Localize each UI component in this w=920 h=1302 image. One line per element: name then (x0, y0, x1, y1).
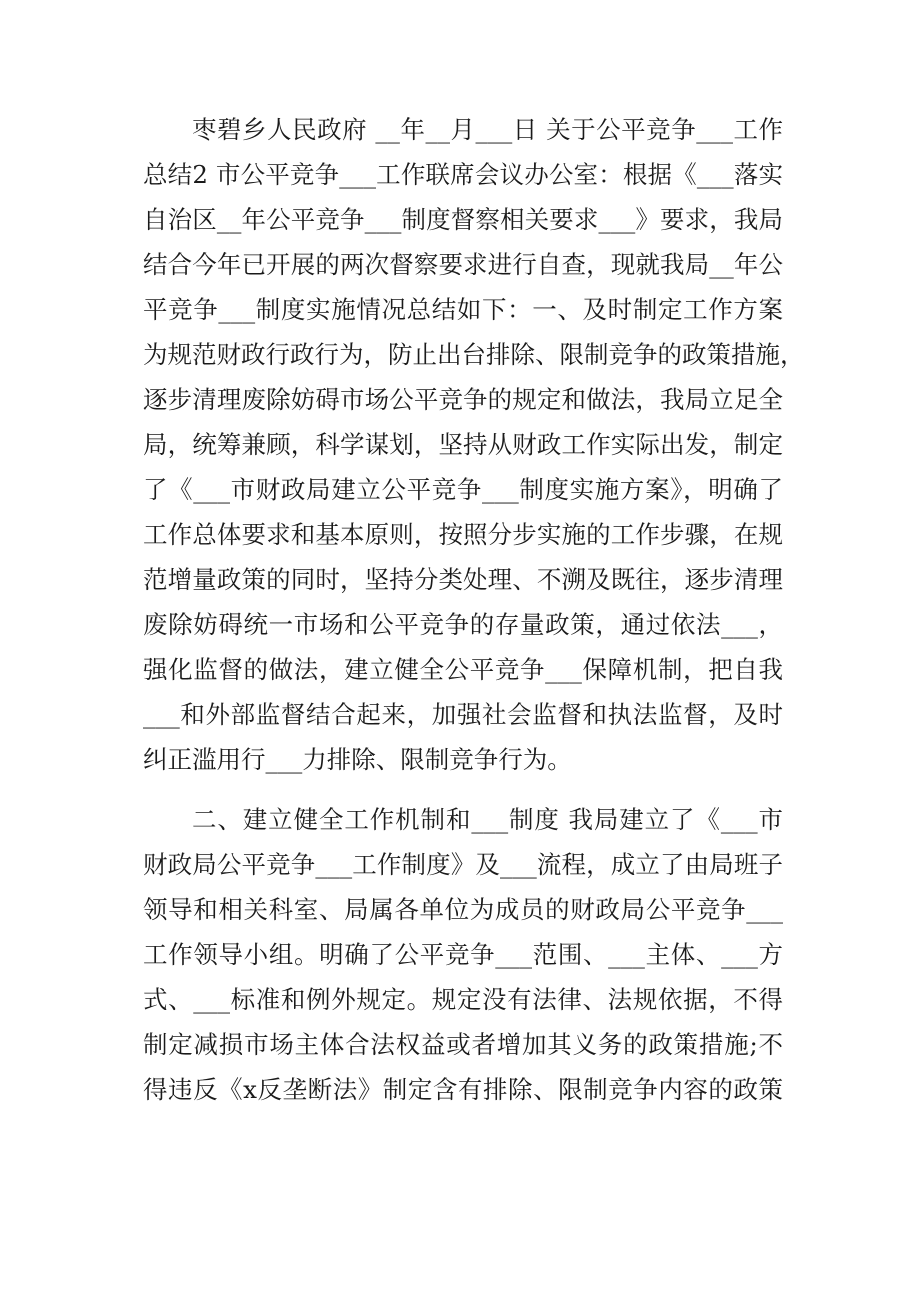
text-line: 结合今年已开展的两次督察要求进行自查，现就我局__年公 (143, 250, 783, 279)
text-line: 逐步清理废除妨碍市场公平竞争的规定和做法，我局立足全 (143, 385, 783, 414)
text-line: 平竞争___制度实施情况总结如下：一、及时制定工作方案 (143, 295, 783, 324)
text-line: 工作领导小组。明确了公平竞争___范围、___主体、___方 (143, 940, 783, 969)
text-line: 工作总体要求和基本原则，按照分步实施的工作步骤，在规 (143, 520, 783, 549)
text-line: 废除妨碍统一市场和公平竞争的存量政策，通过依法___， (143, 610, 783, 639)
text-line: 领导和相关科室、局属各单位为成员的财政局公平竞争___ (143, 895, 783, 924)
text-line: 自治区__年公平竞争___制度督察相关要求___》要求，我局 (143, 205, 783, 234)
text-line: 为规范财政行政行为，防止出台排除、限制竞争的政策措施， (143, 340, 805, 369)
text-line: 制定减损市场主体合法权益或者增加其义务的政策措施;不 (143, 1030, 783, 1059)
text-line: 枣碧乡人民政府 __年__月___日 关于公平竞争___工作 (192, 115, 783, 144)
text-line: 了《___市财政局建立公平竞争___制度实施方案》，明确了 (143, 475, 783, 504)
text-line: 总结2 市公平竞争___工作联席会议办公室：根据《___落实 (143, 160, 783, 189)
text-line: 财政局公平竞争___工作制度》及___流程，成立了由局班子 (143, 850, 783, 879)
text-line: 强化监督的做法，建立健全公平竞争___保障机制，把自我 (143, 655, 783, 684)
text-line: 二、建立健全工作机制和___制度 我局建立了《___市 (192, 805, 783, 834)
text-line: ___和外部监督结合起来，加强社会监督和执法监督，及时 (143, 700, 783, 729)
text-line: 局，统筹兼顾，科学谋划，坚持从财政工作实际出发，制定 (143, 430, 783, 459)
text-line: 范增量政策的同时，坚持分类处理、不溯及既往，逐步清理 (143, 565, 783, 594)
text-line: 纠正滥用行___力排除、限制竞争行为。 (143, 745, 572, 774)
text-line: 式、___标准和例外规定。规定没有法律、法规依据，不得 (143, 985, 783, 1014)
text-line: 得违反《x反垄断法》制定含有排除、限制竞争内容的政策 (143, 1075, 783, 1104)
